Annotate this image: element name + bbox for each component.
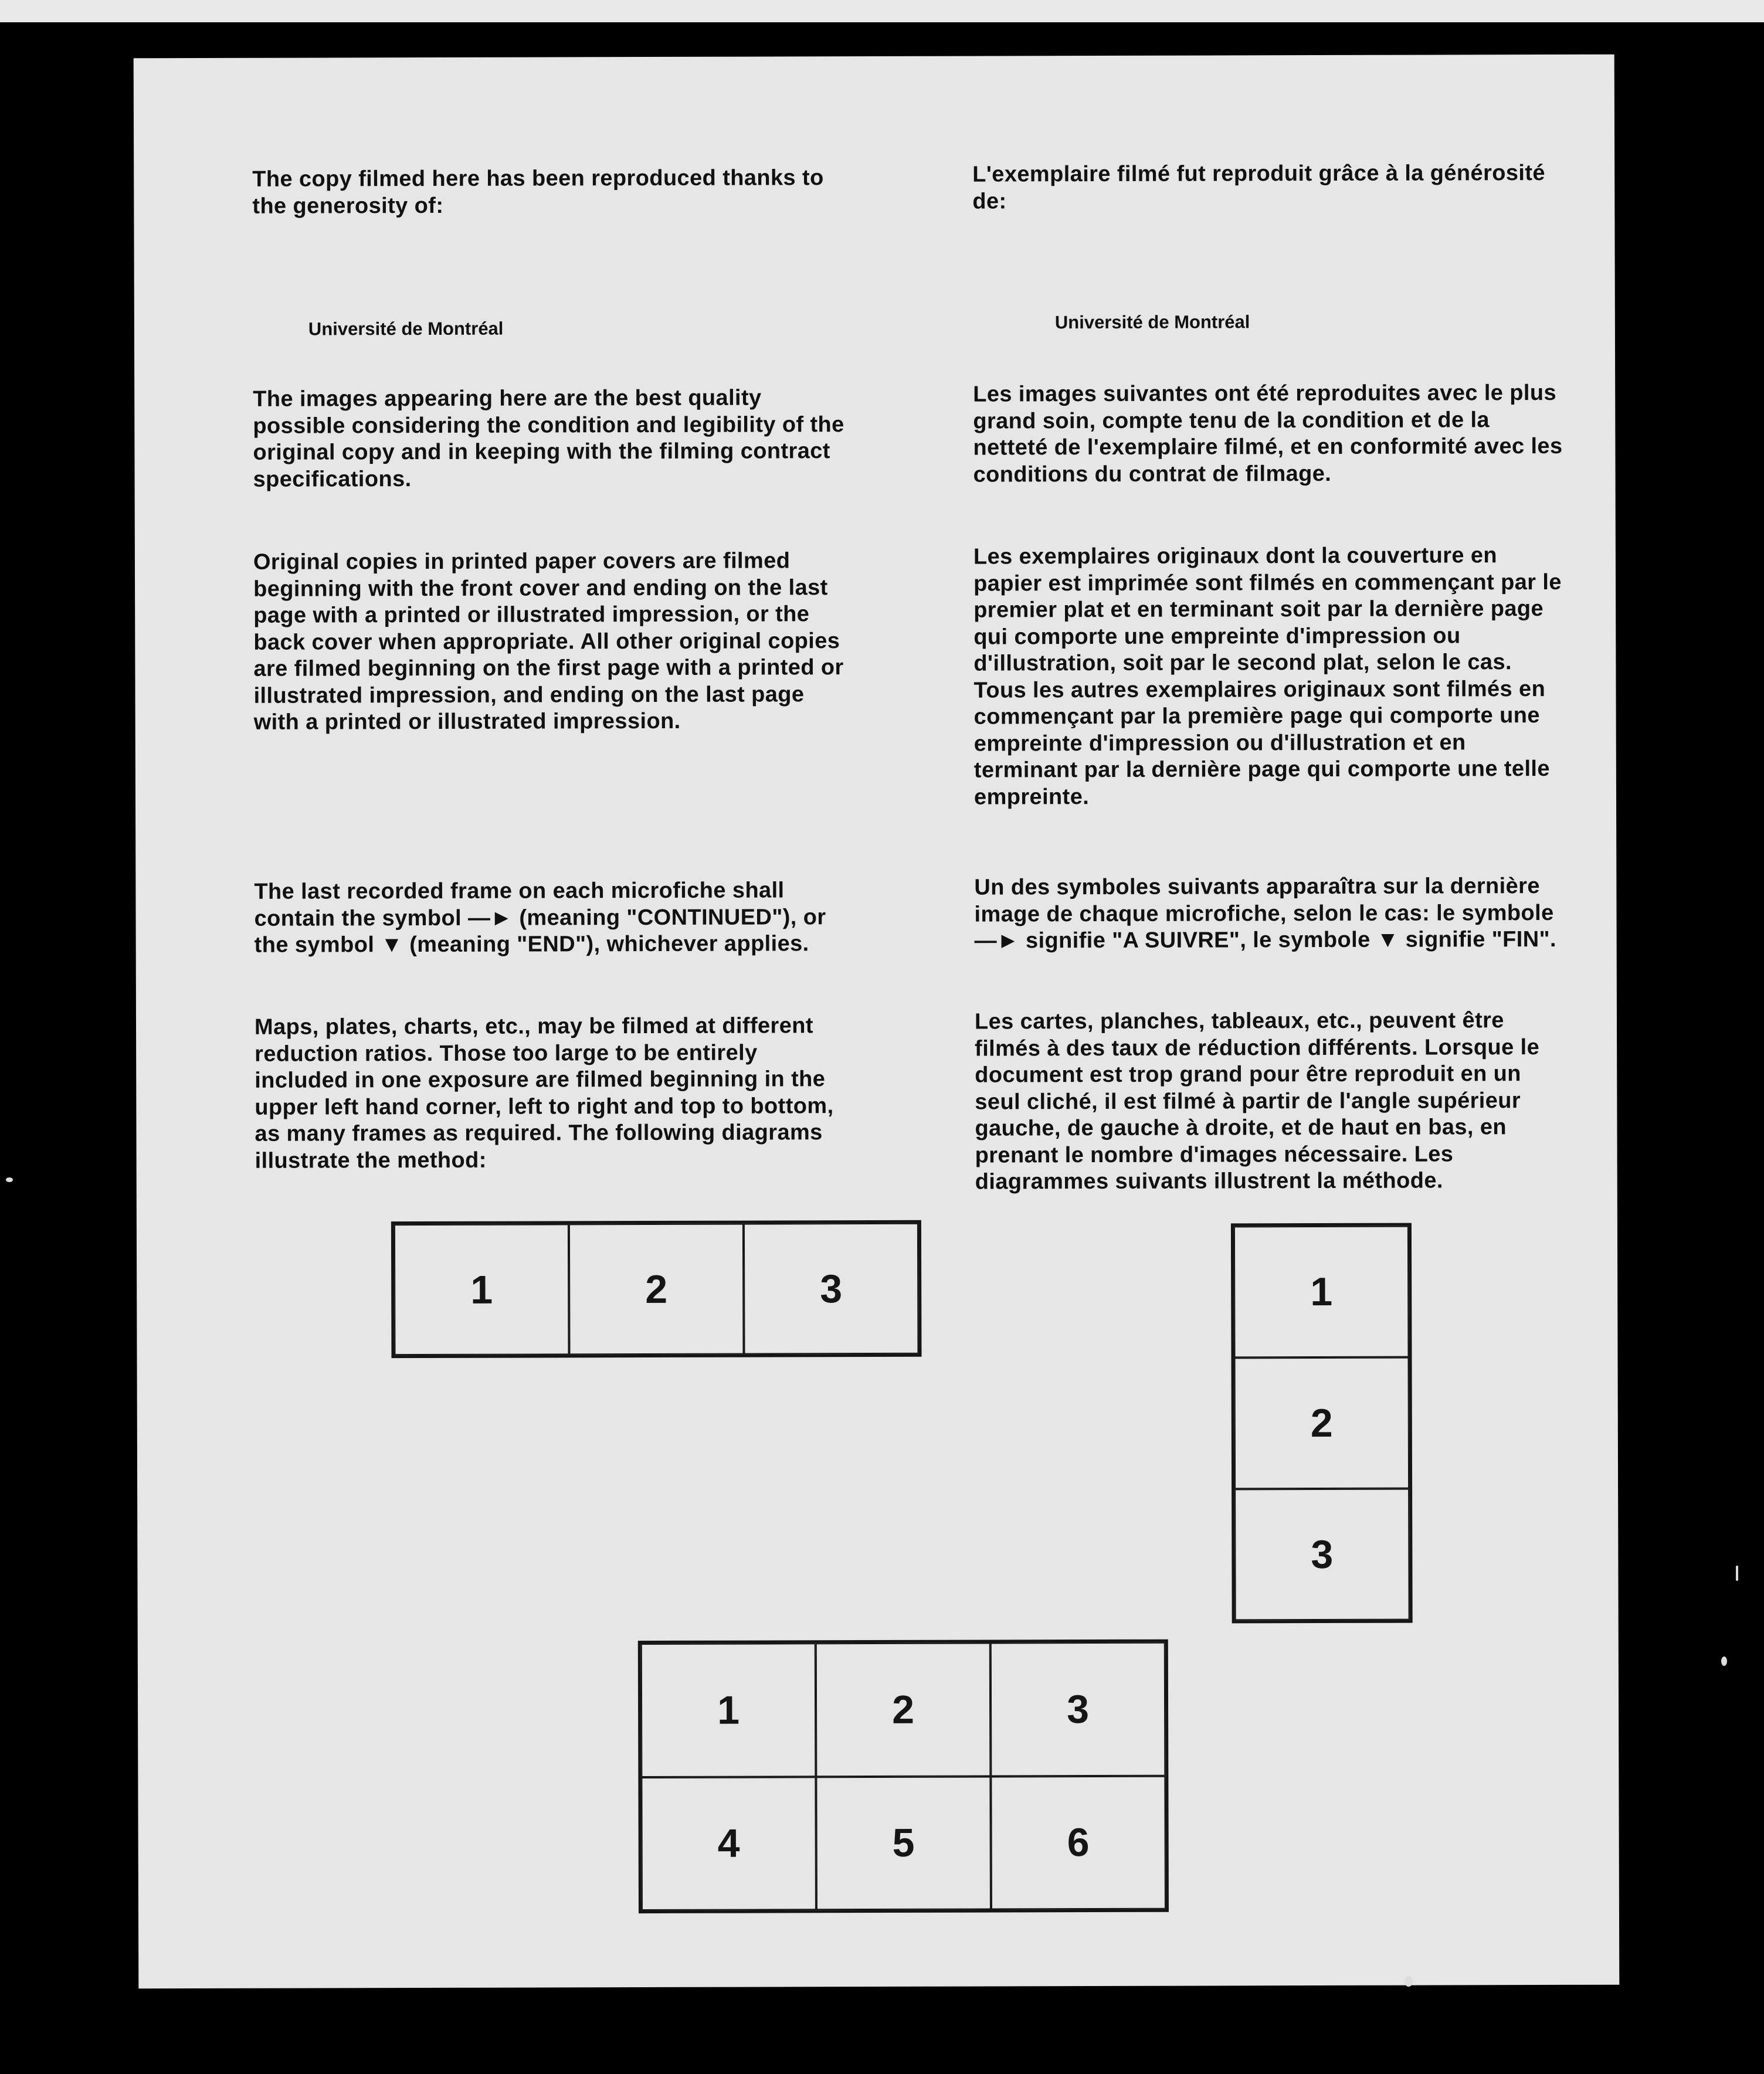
frame-cell: 3 [990,1642,1166,1776]
scratch-mark [1736,1566,1738,1581]
quality-paragraph: The images appearing here are the best quality possible considering the condition and legibility of the original copy and in keeping with the filming contract specifications. [253,385,844,492]
dust-speck [6,1177,13,1182]
maps-paragraph-fr: Les cartes, planches, tableaux, etc., peuvent être filmés à des taux de réduction différents. Lorsque le document est trop grand pour être reproduit en un seul cliché, il est filmé à partir de l'angle supérieur gauche, de gauche à droite, et de haut en bas, en prenant le nombre d'images nécessaire. Les diagrammes suivants illustrent la méthode. [974,1008,1540,1194]
frame-cell: 3 [1234,1489,1410,1621]
symbol-paragraph: The last recorded frame on each microfiche shall contain the symbol —► (meaning "CONTINUED"), or the symbol ▼ (meaning "END"), whichever applies. [254,878,826,958]
institution-name-fr: Université de Montréal [1054,311,1250,333]
grid-frames-diagram [638,1639,1169,1913]
frame-cell: 6 [990,1776,1166,1909]
vertical-frames-diagram [1231,1223,1413,1624]
covers-paragraph: Original copies in printed paper covers are filmed beginning with the front cover and ending on the last page with a printed or illustrated impression, or the back cover when appropriate. All other original copies are filmed beginning on the first page with a printed or illustrated impression, and ending on the last page with a printed or illustrated impression. [253,548,844,735]
institution-name: Université de Montréal [308,318,504,340]
dust-speck [1405,1976,1413,1987]
thanks-paragraph: The copy filmed here has been reproduced thanks to the generosity of: [252,165,824,219]
covers-paragraph-fr: Les exemplaires originaux dont la couverture en papier est imprimée sont filmés en commençant par le premier plat et en terminant soit par la dernière page qui comporte une empreinte d'impression ou d'illustration, soit par le second plat, selon le cas. Tous les autres exemplaires originaux sont filmés en commençant par la première page qui comporte une empreinte d'impression ou d'illustration et en terminant par la dernière page qui comporte une telle empreinte. [973,543,1562,810]
frame-cell: 4 [641,1777,816,1910]
frame-cell: 2 [569,1224,744,1355]
french-column [972,160,1570,1194]
thanks-paragraph-fr: L'exemplaire filmé fut reproduit grâce à la générosité de: [972,161,1545,214]
symbol-paragraph-fr: Un des symboles suivants apparaîtra sur la dernière image de chaque microfiche, selon le cas: le symbole —► signifie "A SUIVRE", le symbole ▼ signifie "FIN". [974,874,1556,953]
quality-paragraph-fr: Les images suivantes ont été reproduites avec le plus grand soin, compte tenu de la condition et de la netteté de l'exemplaire filmé, et en conformité avec les conditions du contrat de filmage. [973,380,1563,487]
horizontal-frames-diagram [391,1220,922,1358]
dust-speck [1721,1657,1727,1666]
top-edge-strip [0,0,1764,22]
frame-cell: 1 [641,1643,816,1777]
frame-cell: 2 [1234,1357,1410,1489]
frame-cell: 2 [816,1642,991,1776]
frame-cell: 1 [394,1224,569,1355]
frame-cell: 1 [1234,1226,1409,1358]
frame-cell: 5 [816,1776,991,1910]
maps-paragraph: Maps, plates, charts, etc., may be filmed at different reduction ratios. Those too large to be entirely included in one exposure are filmed beginning in the upper left hand corner, left to right and top to bottom, as many frames as required. The following diagrams illustrate the method: [254,1013,834,1173]
document-page [134,55,1620,1989]
frame-cell: 3 [744,1223,919,1355]
english-column [252,165,850,1173]
